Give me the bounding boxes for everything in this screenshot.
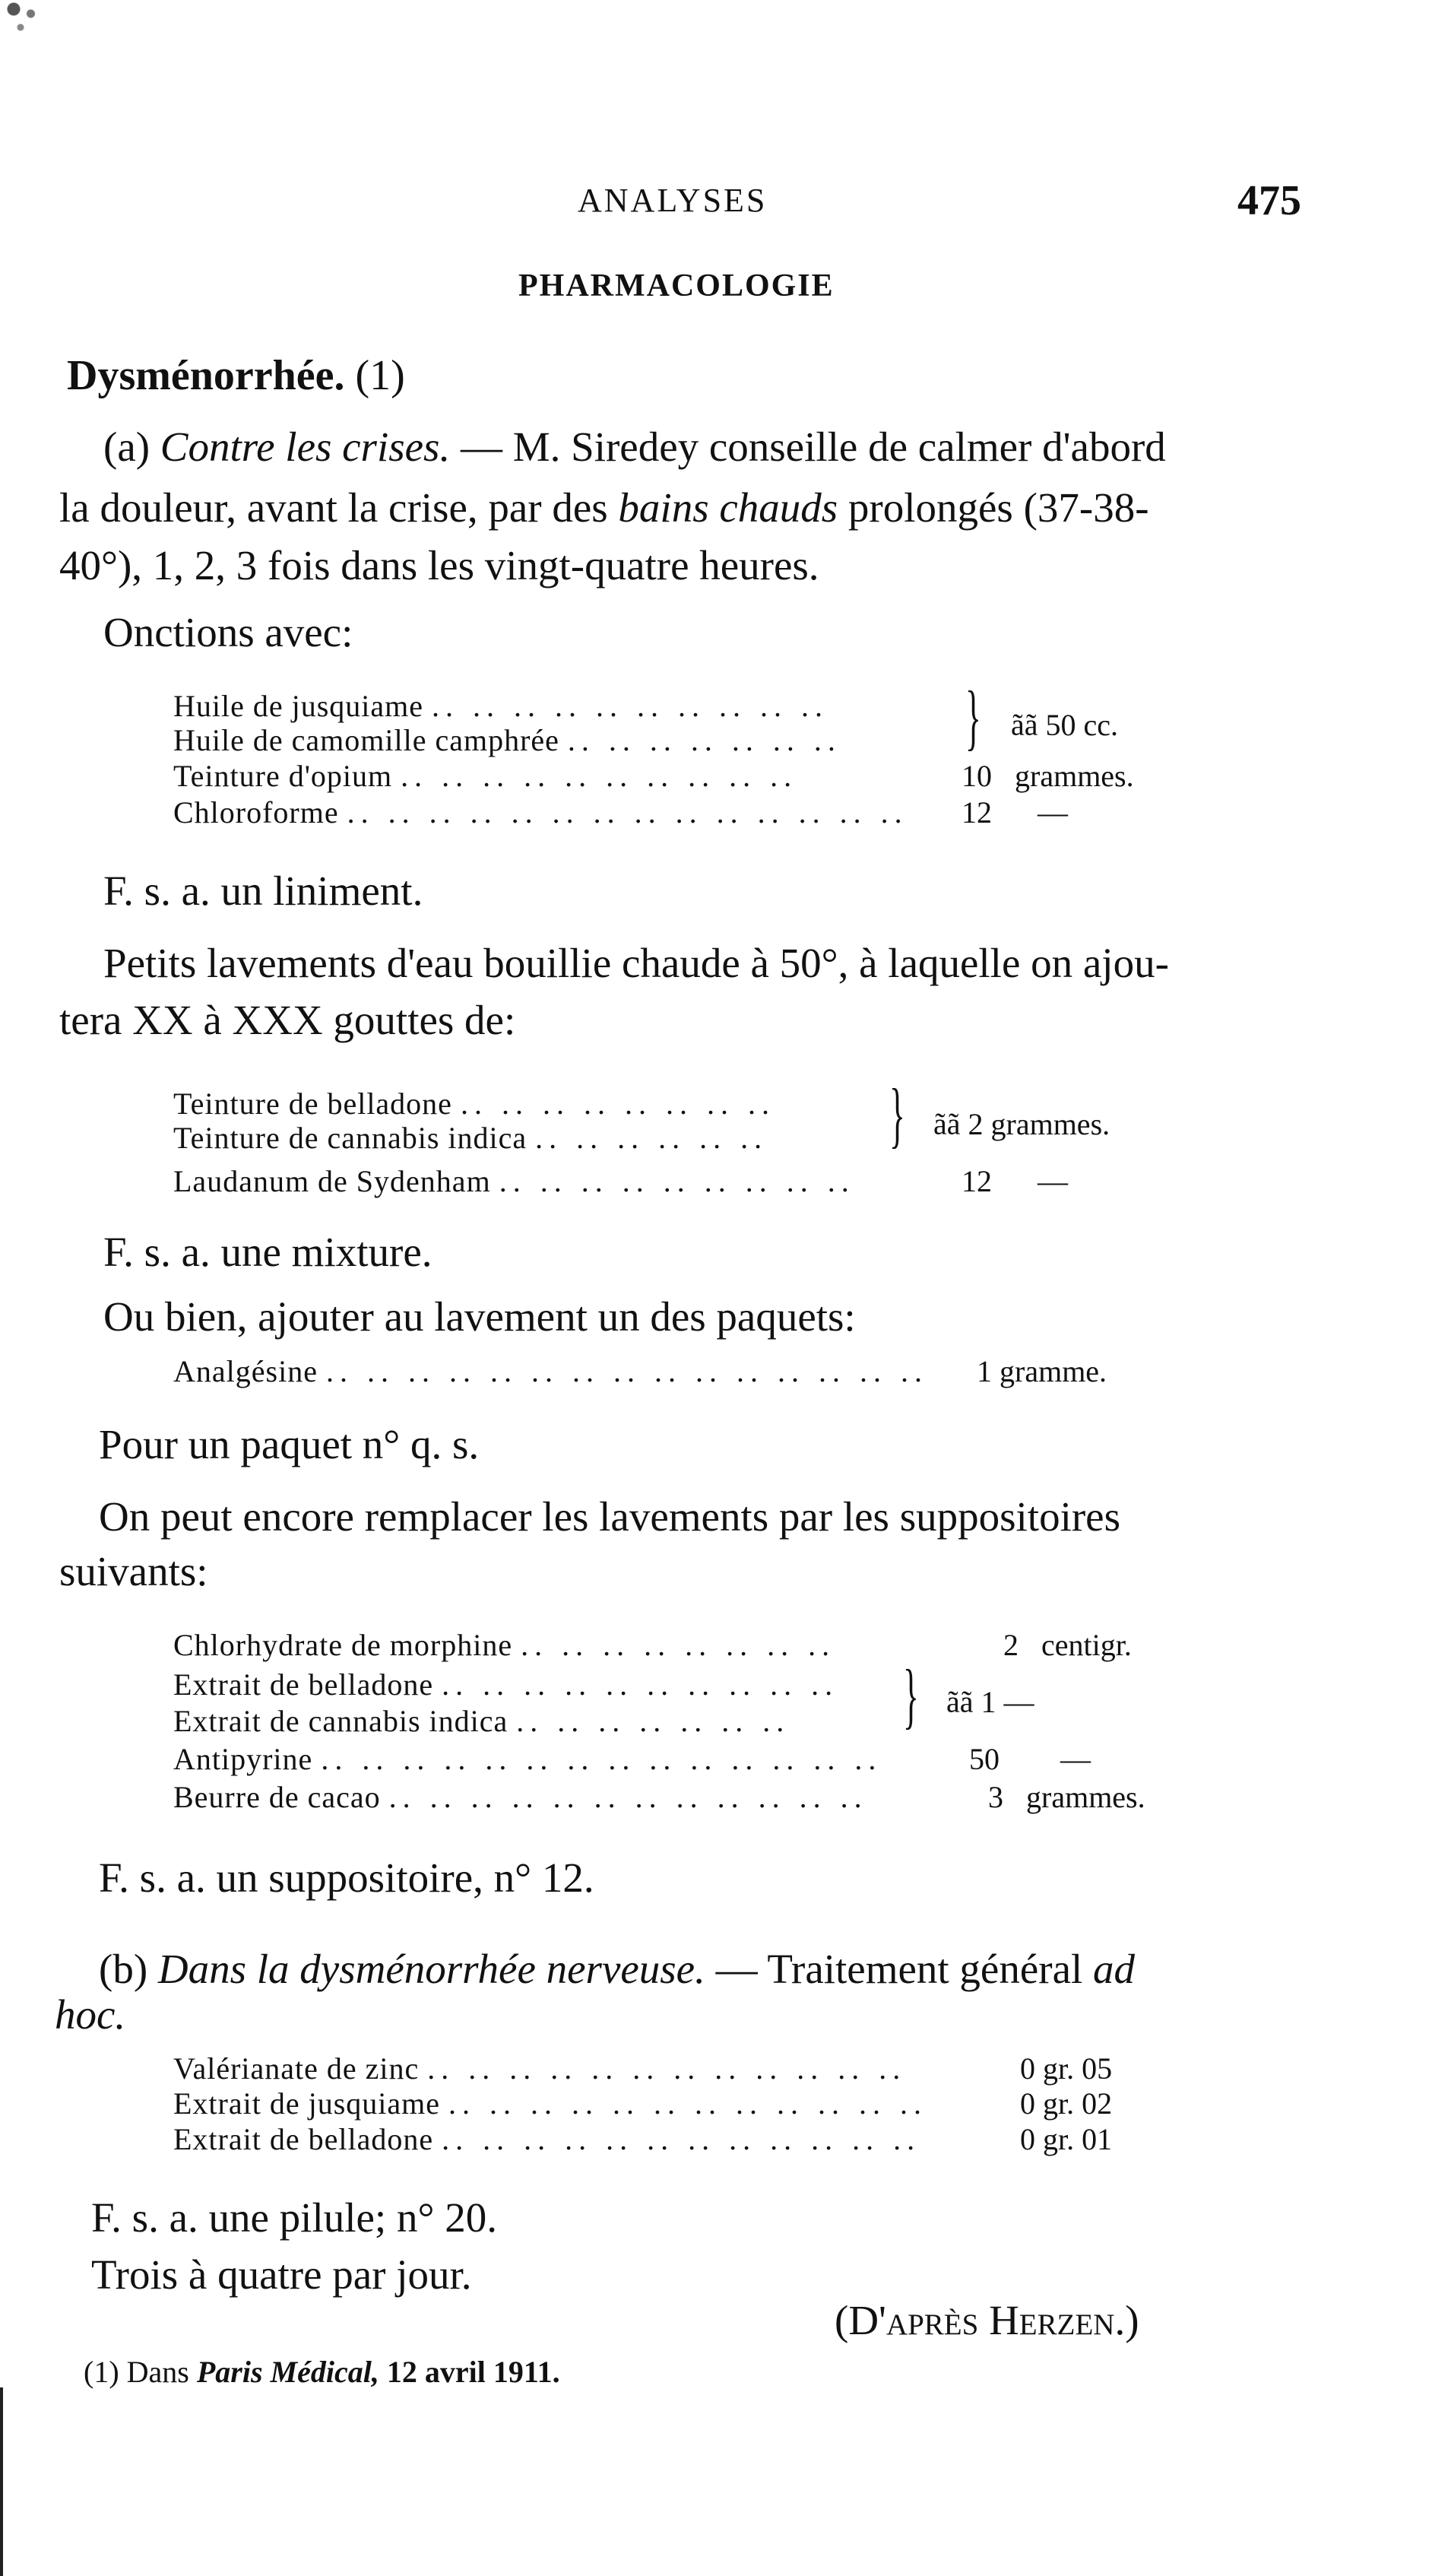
recipe4-brace-dose: ãã 1 — [946, 1685, 1034, 1719]
recipe4-item-4-name: Antipyrine [173, 1742, 313, 1776]
recipe2-item-2 [173, 1120, 768, 1156]
onctions-intro: Onctions avec: [103, 609, 353, 655]
recipe4-item-1 [173, 1627, 835, 1663]
part-a-line-1 [103, 423, 1166, 471]
recipe2-item-3-unit: — [1038, 1164, 1068, 1198]
part-a-line2-emphasis: bains chauds [618, 484, 838, 531]
recipe5-item-2 [173, 2086, 927, 2121]
recipe4-item-5-name: Beurre de cacao [173, 1780, 381, 1814]
recipe2-item-2-dots: .. .. .. .. .. .. [535, 1121, 768, 1155]
recipe2-item-3-name: Laudanum de Sydenham [173, 1164, 491, 1198]
recipe1-item-4-amount: 12 [962, 795, 992, 830]
recipe1-item-2-dots: .. .. .. .. .. .. .. [567, 723, 841, 757]
recipe4-brace: } [903, 1654, 919, 1736]
recipe2-item-1-dots: .. .. .. .. .. .. .. .. [460, 1087, 775, 1121]
recipe5-item-3-dots: .. .. .. .. .. .. .. .. .. .. .. .. [442, 2122, 921, 2156]
recipe5-item-1-dots: .. .. .. .. .. .. .. .. .. .. .. .. [427, 2051, 907, 2086]
recipe3-item [173, 1353, 928, 1389]
part-b-line-1 [99, 1945, 1135, 1993]
recipe1-item-1 [173, 688, 828, 724]
recipe2-brace: } [889, 1074, 905, 1155]
part-a-title: Contre les crises. [160, 424, 451, 470]
petits-line-2: tera XX à XXX gouttes de: [59, 997, 516, 1043]
recipe5-item-3-dose: 0 gr. 01 [1020, 2122, 1113, 2156]
recipe1-item-3-dots: .. .. .. .. .. .. .. .. .. .. [401, 759, 798, 793]
recipe5-item-2-name: Extrait de jusquiame [173, 2086, 441, 2121]
recipe1-item-4-name: Chloroforme [173, 795, 339, 830]
recipe3-item-dots: .. .. .. .. .. .. .. .. .. .. .. .. .. .. .. [325, 1354, 928, 1388]
recipe5-item-2-dose: 0 gr. 02 [1020, 2086, 1113, 2121]
recipe5-item-3 [173, 2121, 920, 2157]
recipe4-item-5-amount: 3 [988, 1780, 1003, 1814]
part-a-line-2 [59, 484, 1149, 531]
part-a-line2-start: la douleur, avant la crise, par des [59, 484, 608, 531]
recipe4-item-3-dots: .. .. .. .. .. .. .. [516, 1704, 790, 1738]
part-b-line-2: hoc. [55, 1991, 126, 2038]
recipe1-brace: } [965, 676, 981, 757]
footnote-mark: (1) [84, 2355, 119, 2389]
recipe1-item-3 [173, 758, 797, 794]
recipe4-item-2-name: Extrait de belladone [173, 1667, 434, 1702]
part-b-em-end: ad [1093, 1946, 1136, 1992]
recipe4-item-1-unit: centigr. [1041, 1628, 1132, 1662]
recipe2-item-3-amount: 12 [962, 1164, 992, 1198]
recipe5-item-1-dose: 0 gr. 05 [1020, 2051, 1113, 2086]
instruction-paquet: Pour un paquet n° q. s. [99, 1421, 480, 1467]
recipe2-item-1 [173, 1086, 775, 1121]
article-heading [67, 351, 405, 400]
page-number: 475 [1237, 177, 1301, 224]
recipe4-item-2-dots: .. .. .. .. .. .. .. .. .. .. [442, 1667, 839, 1702]
recipe4-item-3-name: Extrait de cannabis indica [173, 1704, 508, 1738]
on-peut-line-2: suivants: [59, 1548, 208, 1594]
part-b-label: (b) [99, 1946, 148, 1992]
recipe4-item-4-unit: — [1060, 1742, 1091, 1776]
part-a-line2-end: prolongés (37-38- [847, 484, 1149, 531]
heading-title: Dysménorrhée. [67, 352, 345, 399]
instruction-suppositoire: F. s. a. un suppositoire, n° 12. [99, 1854, 594, 1901]
recipe1-item-1-name: Huile de jusquiame [173, 689, 424, 723]
instruction-liniment: F. s. a. un liniment. [103, 868, 423, 914]
heading-note-ref: (1) [355, 352, 405, 399]
part-a-label: (a) [103, 424, 150, 470]
recipe2-item-3-dots: .. .. .. .. .. .. .. .. .. [499, 1164, 855, 1198]
recipe1-item-2-name: Huile de camomille camphrée [173, 723, 559, 757]
recipe1-item-3-amount: 10 [962, 759, 992, 793]
page-edge-rule [0, 2387, 3, 2576]
recipe5-item-1-name: Valérianate de zinc [173, 2051, 420, 2086]
recipe3-item-name: Analgésine [173, 1354, 318, 1388]
recipe4-item-1-dots: .. .. .. .. .. .. .. .. [521, 1628, 836, 1662]
footnote [84, 2354, 560, 2390]
recipe1-item-3-name: Teinture d'opium [173, 759, 393, 793]
section-title: PHARMACOLOGIE [518, 268, 835, 303]
recipe5-item-2-dots: .. .. .. .. .. .. .. .. .. .. .. .. [448, 2086, 928, 2121]
instruction-dosage: Trois à quatre par jour. [91, 2251, 472, 2298]
instruction-mixture: F. s. a. une mixture. [103, 1229, 432, 1275]
recipe5-item-3-name: Extrait de belladone [173, 2122, 434, 2156]
recipe4-item-5 [173, 1779, 868, 1815]
attribution: (D'après Herzen.) [835, 2297, 1139, 2343]
part-a-line1-rest: — M. Siredey conseille de calmer d'abord [460, 424, 1166, 470]
recipe4-item-5-unit: grammes. [1026, 1780, 1145, 1814]
scan-speckle-mark [0, 0, 68, 46]
recipe1-item-2 [173, 722, 841, 758]
recipe4-item-5-dots: .. .. .. .. .. .. .. .. .. .. .. .. [388, 1780, 868, 1814]
footnote-text: Dans [126, 2355, 189, 2389]
instruction-pilule: F. s. a. une pilule; n° 20. [91, 2194, 497, 2241]
recipe2-item-3 [173, 1163, 855, 1199]
recipe4-item-4-dots: .. .. .. .. .. .. .. .. .. .. .. .. .. .. [321, 1742, 882, 1776]
recipe4-item-2 [173, 1667, 838, 1702]
ou-bien-line: Ou bien, ajouter au lavement un des paquets: [103, 1293, 856, 1340]
running-head: ANALYSES [578, 182, 768, 219]
recipe2-item-2-name: Teinture de cannabis indica [173, 1121, 527, 1155]
on-peut-line-1: On peut encore remplacer les lavements par les suppositoires [99, 1493, 1120, 1540]
recipe1-brace-dose: ãã 50 cc. [1011, 708, 1119, 742]
recipe4-item-1-name: Chlorhydrate de morphine [173, 1628, 513, 1662]
recipe4-item-4 [173, 1741, 882, 1777]
footnote-journal: Paris Médical, [196, 2355, 379, 2389]
recipe1-item-4 [173, 795, 908, 830]
petits-line-1: Petits lavements d'eau bouillie chaude à 50°, à laquelle on ajou- [103, 940, 1169, 986]
recipe1-item-4-dots: .. .. .. .. .. .. .. .. .. .. .. .. .. .. [347, 795, 908, 830]
footnote-date: 12 avril 1911. [386, 2355, 560, 2389]
recipe2-item-1-name: Teinture de belladone [173, 1087, 452, 1121]
recipe5-item-1 [173, 2051, 906, 2086]
recipe1-item-4-unit: — [1038, 795, 1068, 830]
recipe4-item-3 [173, 1703, 790, 1739]
part-b-rest: — Traitement général [715, 1946, 1083, 1992]
recipe2-brace-dose: ãã 2 grammes. [933, 1107, 1110, 1141]
part-b-title: Dans la dysménorrhée nerveuse. [157, 1946, 705, 1992]
recipe3-dose: 1 gramme. [977, 1354, 1107, 1388]
recipe1-item-1-dots: .. .. .. .. .. .. .. .. .. .. [432, 689, 829, 723]
recipe1-item-3-unit: grammes. [1015, 759, 1134, 793]
recipe4-item-1-amount: 2 [1003, 1628, 1019, 1662]
part-a-line-3: 40°), 1, 2, 3 fois dans les vingt-quatre heures. [59, 542, 819, 588]
recipe4-item-4-amount: 50 [969, 1742, 1000, 1776]
